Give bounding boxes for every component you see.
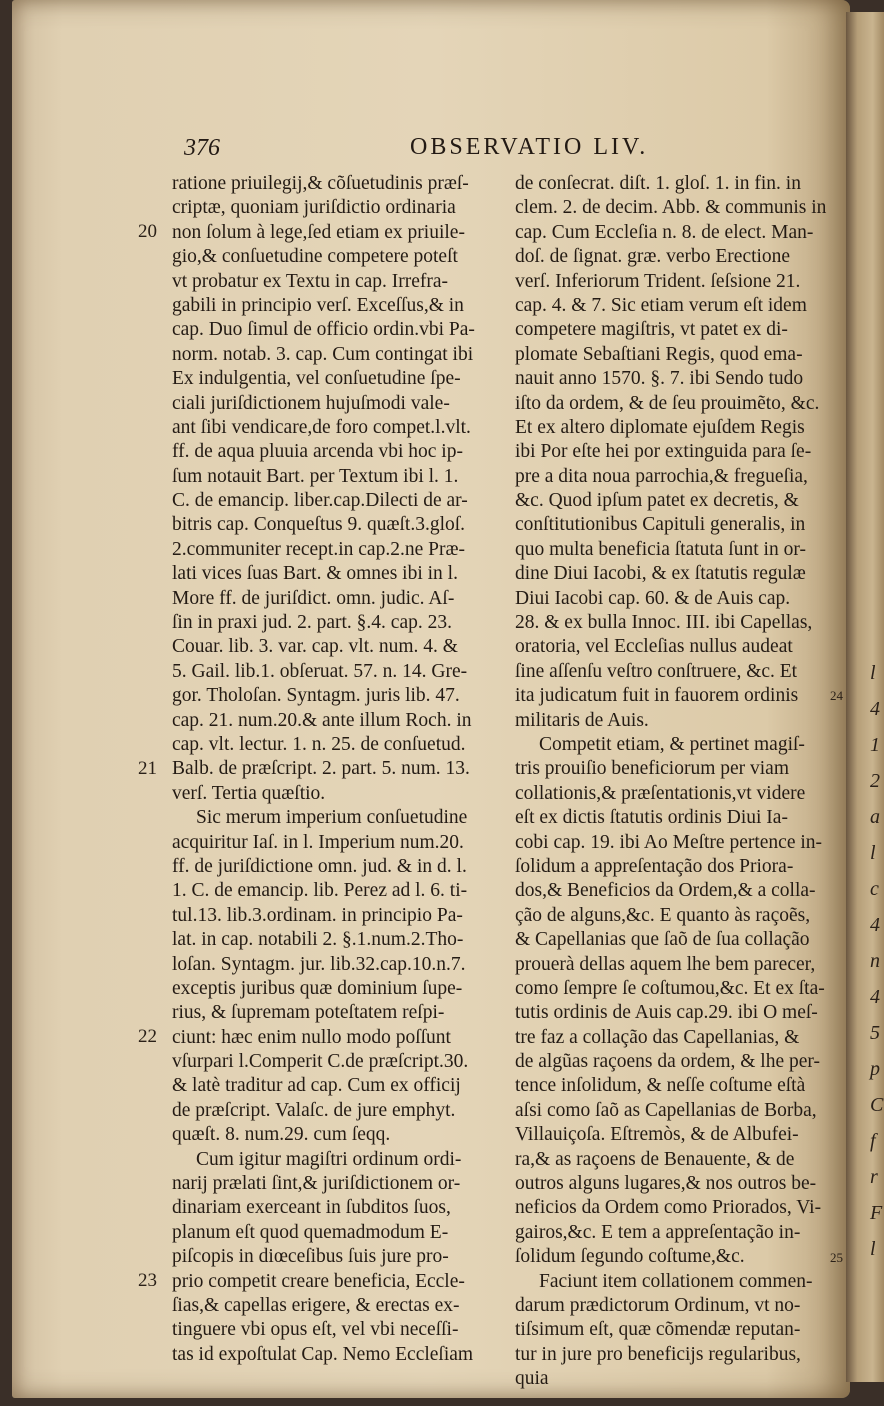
text-line: plomate Sebaſtiani Regis, quod ema- bbox=[515, 343, 803, 365]
text-line: ſine aſſenſu veſtro conſtruere, &c. Et bbox=[515, 660, 798, 682]
text-line: de præſcript. Valaſc. de jure emphyt. bbox=[172, 1099, 456, 1121]
facing-page-fragment: F bbox=[870, 1202, 883, 1224]
text-line: More ff. de juriſdict. omn. judic. Aſ- bbox=[172, 587, 455, 609]
facing-page-fragment: l bbox=[870, 1238, 876, 1260]
text-line: loſan. Syntagm. jur. lib.32.cap.10.n.7. bbox=[172, 953, 466, 975]
margin-number: 25 bbox=[830, 1249, 843, 1265]
text-line: ra,& as raçoens de Benauente, & de bbox=[515, 1148, 795, 1170]
text-line: Et ex altero diplomate ejuſdem Regis bbox=[515, 416, 805, 438]
right-text-column bbox=[515, 172, 845, 1392]
text-line: ff. de juriſdictione omn. jud. & in d. l. bbox=[172, 855, 467, 877]
text-line: gairos,&c. E tem a appreſentação in- bbox=[515, 1221, 801, 1243]
text-line: Faciunt item collationem commen- bbox=[539, 1270, 813, 1292]
text-line: 1. C. de emancip. lib. Perez ad l. 6. ti- bbox=[172, 880, 468, 902]
text-line: lati vices ſuas Bart. & omnes ibi in l. bbox=[172, 563, 458, 585]
text-line: Cum igitur magiſtri ordinum ordi- bbox=[196, 1148, 462, 1170]
facing-page-fragment: 1 bbox=[870, 734, 880, 756]
facing-page-fragment: 4 bbox=[870, 698, 880, 720]
text-line: ſum notauit Bart. per Textum ibi l. 1. bbox=[172, 465, 459, 487]
text-line: ciunt: hæc enim nullo modo poſſunt bbox=[172, 1026, 451, 1048]
facing-page-fragment: f bbox=[870, 1130, 876, 1152]
facing-page-fragment: 4 bbox=[870, 914, 880, 936]
text-line: como ſempre ſe coſtumou,&c. Et ex ſta- bbox=[515, 977, 825, 999]
text-line: norm. notab. 3. cap. Cum contingat ibi bbox=[172, 343, 474, 365]
text-line: 28. & ex bulla Innoc. III. ibi Capellas, bbox=[515, 612, 813, 634]
text-line: ratione priuilegij,& cõſuetudinis præſ- bbox=[172, 173, 469, 194]
text-line: cap. Cum Eccleſia n. 8. de elect. Man- bbox=[515, 221, 814, 243]
text-line: tur in jure pro beneficijs regularibus, bbox=[515, 1343, 801, 1365]
text-line: vt probatur ex Textu in cap. Irrefra- bbox=[172, 270, 449, 292]
text-line: collationis,& præſentationis,vt videre bbox=[515, 782, 806, 804]
text-line: de conſecrat. diſt. 1. gloſ. 1. in fin. in bbox=[515, 173, 801, 194]
facing-page-fragment: a bbox=[870, 806, 880, 828]
text-line: 2.communiter recept.in cap.2.ne Præ- bbox=[172, 538, 465, 560]
facing-page-fragment: C bbox=[870, 1094, 884, 1116]
margin-number: 24 bbox=[830, 688, 843, 704]
text-line: C. de emancip. liber.cap.Dilecti de ar- bbox=[172, 490, 468, 512]
text-line: cap. 4. & 7. Sic etiam verum eſt idem bbox=[515, 294, 807, 316]
text-line: ant ſibi vendicare,de foro compet.l.vlt. bbox=[172, 416, 471, 438]
text-line: criptæ, quoniam juriſdictio ordinaria bbox=[172, 197, 456, 219]
facing-page-fragment: p bbox=[870, 1058, 880, 1080]
text-line: Villauiçoſa. Eſtremòs, & de Albufei- bbox=[515, 1124, 799, 1146]
text-line: tas id expoſtulat Cap. Nemo Eccleſiam bbox=[172, 1343, 474, 1365]
text-line: verſ. Tertia quæſtio. bbox=[172, 782, 326, 804]
text-line: planum eſt quod quemadmodum E- bbox=[172, 1221, 449, 1243]
text-line: tinguere vbi opus eſt, vel vbi neceſſi- bbox=[172, 1319, 459, 1341]
text-line: lat. in cap. notabili 2. §.1.num.2.Tho- bbox=[172, 929, 464, 951]
text-line: tre faz a collação das Capellanias, & bbox=[515, 1026, 800, 1048]
text-line: competere magiſtris, vt patet ex di- bbox=[515, 319, 788, 341]
text-line: narij prælati ſint,& juriſdictionem or- bbox=[172, 1173, 461, 1195]
text-line: dine Diui Iacobi, & ex ſtatutis regulæ bbox=[515, 563, 806, 585]
text-line: de algũas raçoens da ordem, & lhe per- bbox=[515, 1051, 820, 1073]
text-line: cap. Duo ſimul de officio ordin.vbi Pa- bbox=[172, 319, 475, 341]
text-line: neficios da Ordem como Priorados, Vi- bbox=[515, 1197, 822, 1219]
text-line: ciali juriſdictionem hujuſmodi vale- bbox=[172, 392, 450, 414]
text-line: darum prædictorum Ordinum, vt no- bbox=[515, 1294, 801, 1316]
text-line: vſurpari l.Comperit C.de præſcript.30. bbox=[172, 1051, 469, 1073]
text-line: Competit etiam, & pertinet magiſ- bbox=[539, 733, 805, 755]
margin-number: 21 bbox=[138, 757, 157, 779]
text-line: tence inſolidum, & neſſe coſtume eſtà bbox=[515, 1075, 806, 1097]
text-line: tutis ordinis de Auis cap.29. ibi O meſ- bbox=[515, 1002, 818, 1024]
text-line: & latè traditur ad cap. Cum ex officij bbox=[172, 1075, 461, 1097]
text-line: militaris de Auis. bbox=[515, 709, 649, 731]
text-line: Diui Iacobi cap. 60. & de Auis cap. bbox=[515, 587, 791, 609]
text-line: oratoria, vel Eccleſias nullus audeat bbox=[515, 636, 793, 658]
text-line: tiſsimum eſt, quæ cõmendæ reputan- bbox=[515, 1319, 801, 1341]
margin-number: 22 bbox=[138, 1026, 157, 1047]
text-line: prio competit creare beneficia, Eccle- bbox=[172, 1270, 465, 1292]
margin-number: 20 bbox=[138, 220, 157, 242]
text-line: outros alguns lugares,& nos outros be- bbox=[515, 1173, 817, 1195]
text-line: ff. de aqua pluuia arcenda vbi hoc ip- bbox=[172, 441, 463, 463]
text-line: Balb. de præſcript. 2. part. 5. num. 13. bbox=[172, 758, 470, 780]
text-line: iſto da ordem, & de ſeu prouimẽto, &c. bbox=[515, 392, 820, 414]
text-line: 5. Gail. lib.1. obſeruat. 57. n. 14. Gre- bbox=[172, 660, 468, 682]
text-line: quæſt. 8. num.29. cum ſeqq. bbox=[172, 1124, 391, 1146]
text-line: ibi Por eſte hei por extinguida para ſe- bbox=[515, 441, 812, 463]
text-line: piſcopis in diœceſibus ſuis jure pro- bbox=[172, 1246, 449, 1268]
text-line: clem. 2. de decim. Abb. & communis in bbox=[515, 197, 827, 219]
page-header bbox=[184, 135, 784, 171]
text-line: ſias,& capellas erigere, & erectas ex- bbox=[172, 1294, 460, 1316]
text-line: conſtitutionibus Capituli generalis, in bbox=[515, 514, 806, 536]
text-line: acquiritur Iaſ. in l. Imperium num.20. bbox=[172, 831, 464, 853]
text-line: quia bbox=[515, 1368, 549, 1390]
text-line: rius, & ſupremam poteſtatem reſpi- bbox=[172, 1002, 445, 1024]
text-line: bitris cap. Conqueſtus 9. quæſt.3.gloſ. bbox=[172, 514, 466, 536]
text-line: cobi cap. 19. ibi Ao Meſtre pertence in- bbox=[515, 831, 823, 853]
text-line: doſ. de ſignat. græ. verbo Erectione bbox=[515, 246, 791, 268]
text-line: &c. Quod ipſum patet ex decretis, & bbox=[515, 490, 799, 512]
left-text-column bbox=[172, 172, 502, 1367]
text-line: ita judicatum fuit in fauorem ordinis bbox=[515, 685, 799, 707]
text-line: tul.13. lib.3.ordinam. in principio Pa- bbox=[172, 904, 463, 926]
text-line: tris prouiſio beneficiorum per viam bbox=[515, 758, 790, 780]
facing-page-fragment: c bbox=[870, 878, 879, 900]
facing-page-fragment: 2 bbox=[870, 770, 880, 792]
text-line: ſolidum ſegundo coſtume,&c. bbox=[515, 1246, 745, 1268]
text-line: non ſolum à lege,ſed etiam ex priuile- bbox=[172, 221, 465, 243]
facing-page-edge bbox=[846, 12, 884, 1382]
text-line: ção de alguns,&c. E quanto às raçoẽs, bbox=[515, 904, 811, 926]
text-line: verſ. Inferiorum Trident. ſeſsione 21. bbox=[515, 270, 801, 292]
text-line: cap. vlt. lectur. 1. n. 25. de conſuetud. bbox=[172, 733, 466, 755]
facing-page-fragment: n bbox=[870, 950, 880, 972]
text-line: nauit anno 1570. §. 7. ibi Sendo tudo bbox=[515, 368, 804, 390]
margin-number: 23 bbox=[138, 1270, 157, 1291]
text-line: Sic merum imperium conſuetudine bbox=[196, 807, 468, 829]
text-line: pre a dita noua parrochia,& fregueſia, bbox=[515, 465, 808, 487]
facing-page-fragment: l bbox=[870, 842, 876, 864]
text-line: & Capellanias que ſaõ de ſua collação bbox=[515, 929, 810, 951]
facing-page-fragment: r bbox=[870, 1166, 878, 1188]
page-number: 376 bbox=[184, 135, 220, 161]
facing-page-fragment: 4 bbox=[870, 986, 880, 1008]
text-line: gio,& conſuetudine competere poteſt bbox=[172, 246, 458, 268]
text-line: eſt ex dictis ſtatutis ordinis Diui Ia- bbox=[515, 807, 788, 829]
running-title: OBSERVATIO LIV. bbox=[410, 134, 649, 160]
text-line: gor. Tholoſan. Syntagm. juris lib. 47. bbox=[172, 685, 460, 707]
facing-page-fragment: l bbox=[870, 662, 876, 684]
text-line: cap. 21. num.20.& ante illum Roch. in bbox=[172, 709, 472, 731]
text-line: exceptis juribus quæ dominium ſupe- bbox=[172, 977, 463, 999]
text-line: ſolidum a appreſentação dos Priora- bbox=[515, 855, 794, 877]
text-line: dinariam exerceant in ſubditos ſuos, bbox=[172, 1197, 451, 1219]
facing-page-fragment: 5 bbox=[870, 1022, 880, 1044]
text-line: dos,& Beneficios da Ordem,& a colla- bbox=[515, 880, 816, 902]
text-line: quo multa beneficia ſtatuta ſunt in or- bbox=[515, 538, 806, 560]
text-line: Couar. lib. 3. var. cap. vlt. num. 4. & bbox=[172, 636, 458, 658]
text-line: Ex indulgentia, vel conſuetudine ſpe- bbox=[172, 368, 461, 390]
text-line: prouerà dellas aquem lhe bem parecer, bbox=[515, 953, 816, 975]
text-line: gabili in principio verſ. Exceſſus,& in bbox=[172, 294, 464, 316]
text-line: aſsi como ſaõ as Capellanias de Borba, bbox=[515, 1099, 817, 1121]
text-line: ſin in praxi jud. 2. part. §.4. cap. 23. bbox=[172, 612, 452, 634]
